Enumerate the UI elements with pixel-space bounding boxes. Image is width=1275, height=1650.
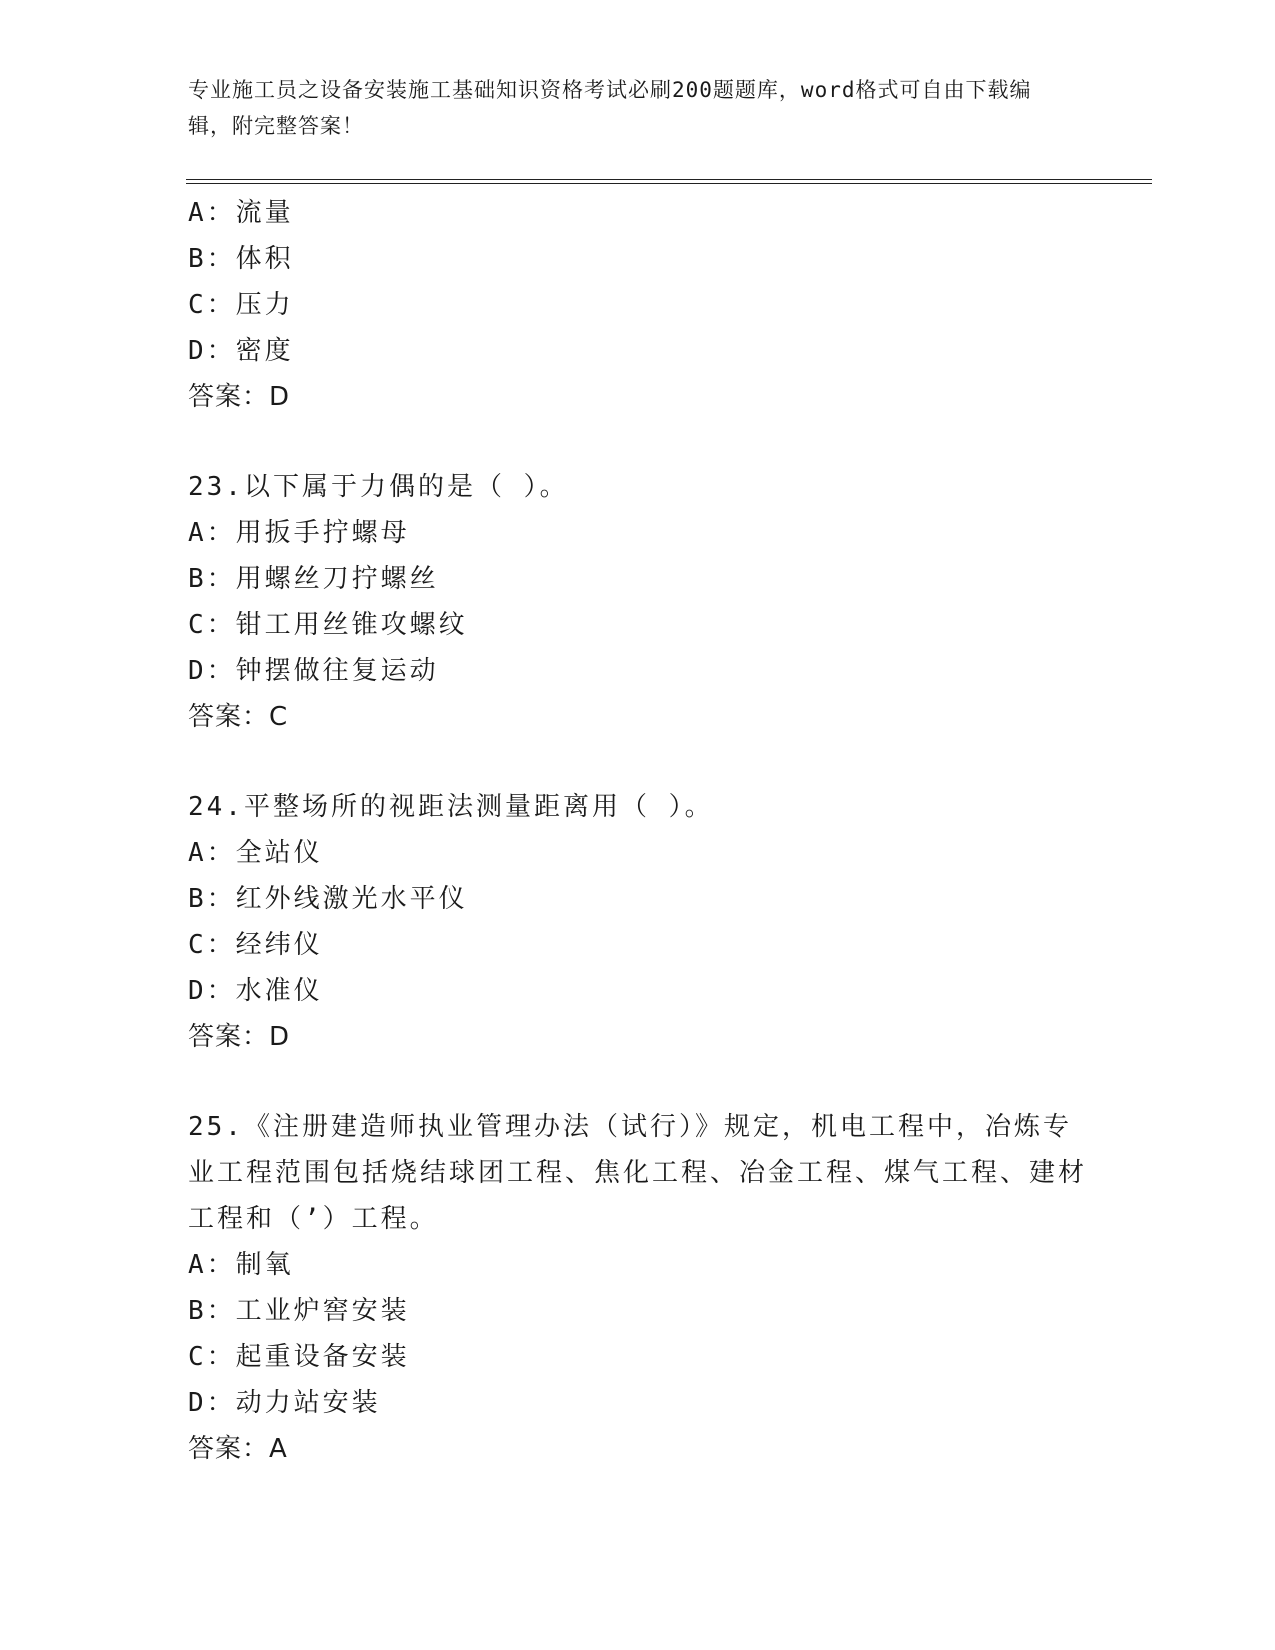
option-b: B：用螺丝刀拧螺丝 (188, 564, 439, 594)
question-block-25 (188, 1104, 1088, 1472)
question-block-24 (188, 784, 1088, 1060)
option-c: C：起重设备安装 (188, 1342, 410, 1372)
question-text: 25.《注册建造师执业管理办法（试行）》规定，机电工程中，冶炼专业工程范围包括烧结球团工程、焦化工程、冶金工程、煤气工程、建材工程和（’）工程。 (188, 1112, 1088, 1234)
answer-line: 答案：D (188, 1022, 291, 1052)
option-b: B：体积 (188, 244, 294, 274)
option-d: D：密度 (188, 336, 294, 366)
option-d: D：钟摆做往复运动 (188, 656, 439, 686)
document-header: 专业施工员之设备安装施工基础知识资格考试必刷200题题库，word格式可自由下载编辑，附完整答案！ (188, 78, 1032, 138)
question-text: 23.以下属于力偶的是（ ）。 (188, 472, 569, 502)
option-a: A：用扳手拧螺母 (188, 518, 410, 548)
option-c: C：经纬仪 (188, 930, 323, 960)
option-a: A：制氧 (188, 1250, 294, 1280)
answer-line: 答案：D (188, 382, 291, 412)
option-a: A：全站仪 (188, 838, 323, 868)
option-a: A：流量 (188, 198, 294, 228)
option-b: B：红外线激光水平仪 (188, 884, 468, 914)
question-block-23 (188, 464, 1088, 740)
answer-line: 答案：C (188, 702, 289, 732)
option-c: C：钳工用丝锥攻螺纹 (188, 610, 468, 640)
question-text: 24.平整场所的视距法测量距离用（ ）。 (188, 792, 714, 822)
header-divider-bottom (186, 183, 1152, 184)
answer-line: 答案：A (188, 1434, 288, 1464)
header-divider-top (186, 179, 1152, 180)
option-d: D：动力站安装 (188, 1388, 381, 1418)
question-block-22-tail (188, 190, 1088, 420)
option-c: C：压力 (188, 290, 294, 320)
question-list (188, 190, 1088, 1472)
option-b: B：工业炉窖安装 (188, 1296, 410, 1326)
option-d: D：水准仪 (188, 976, 323, 1006)
